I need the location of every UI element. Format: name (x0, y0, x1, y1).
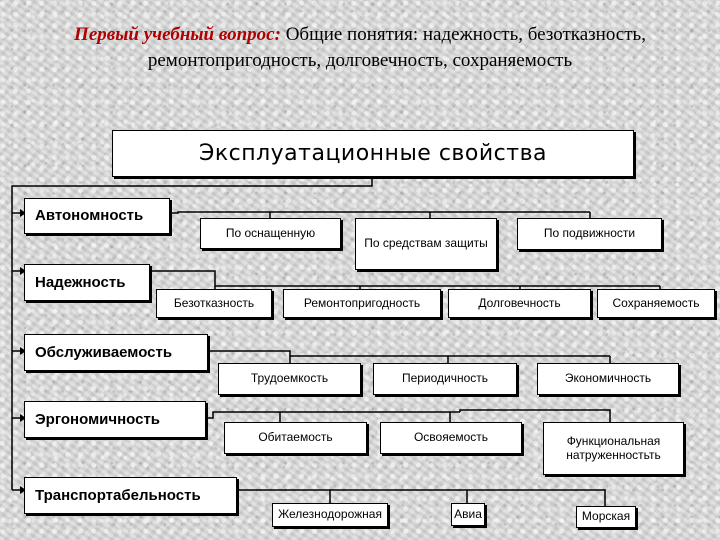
sub-box-transport-1: Авиа (451, 503, 485, 526)
connector-group-2 (208, 351, 610, 356)
connector-group-4 (237, 490, 330, 503)
sub-box-reliability-2: Долговечность (448, 289, 591, 318)
group-box-transportability: Транспортабельность (24, 477, 237, 514)
sub-box-autonomy-2: По подвижности (517, 218, 662, 250)
sub-box-maintainability-2: Экономичность (537, 363, 679, 395)
sub-box-ergonomics-0: Обитаемость (224, 422, 367, 454)
sub-box-maintainability-0: Трудоемкость (218, 363, 361, 395)
sub-box-transport-0: Железнодорожная (272, 503, 388, 527)
connector-group-0 (170, 212, 590, 213)
sub-box-reliability-0: Безотказность (156, 289, 272, 318)
sub-box-maintainability-1: Периодичность (373, 363, 517, 395)
title-lead: Первый учебный вопрос: (74, 24, 281, 45)
sub-box-autonomy-1: По средствам защиты (355, 218, 497, 270)
group-box-reliability: Надежность (24, 264, 150, 301)
group-box-autonomy: Автономность (24, 198, 170, 234)
connector-group-1 (150, 271, 660, 286)
sub-box-reliability-1: Ремонтопригодность (283, 289, 441, 318)
title-text: Общие понятия: надежность, безотказность, ремонтопригодность, долговечность, сохраняемость (147, 24, 646, 71)
sub-box-autonomy-0: По оснащенную (200, 218, 341, 249)
group-box-maintainability: Обслуживаемость (24, 334, 208, 371)
connector-group-3 (206, 412, 460, 418)
group-box-ergonomics: Эргономичность (24, 401, 206, 438)
sub-box-reliability-3: Сохраняемость (597, 289, 715, 318)
sub-box-ergonomics-1: Освояемость (380, 422, 522, 454)
sub-box-ergonomics-2: Функциональная натруженностьть (543, 422, 684, 475)
sub-box-transport-2: Морская (576, 506, 636, 528)
root-box: Эксплуатационные свойства (112, 130, 634, 177)
